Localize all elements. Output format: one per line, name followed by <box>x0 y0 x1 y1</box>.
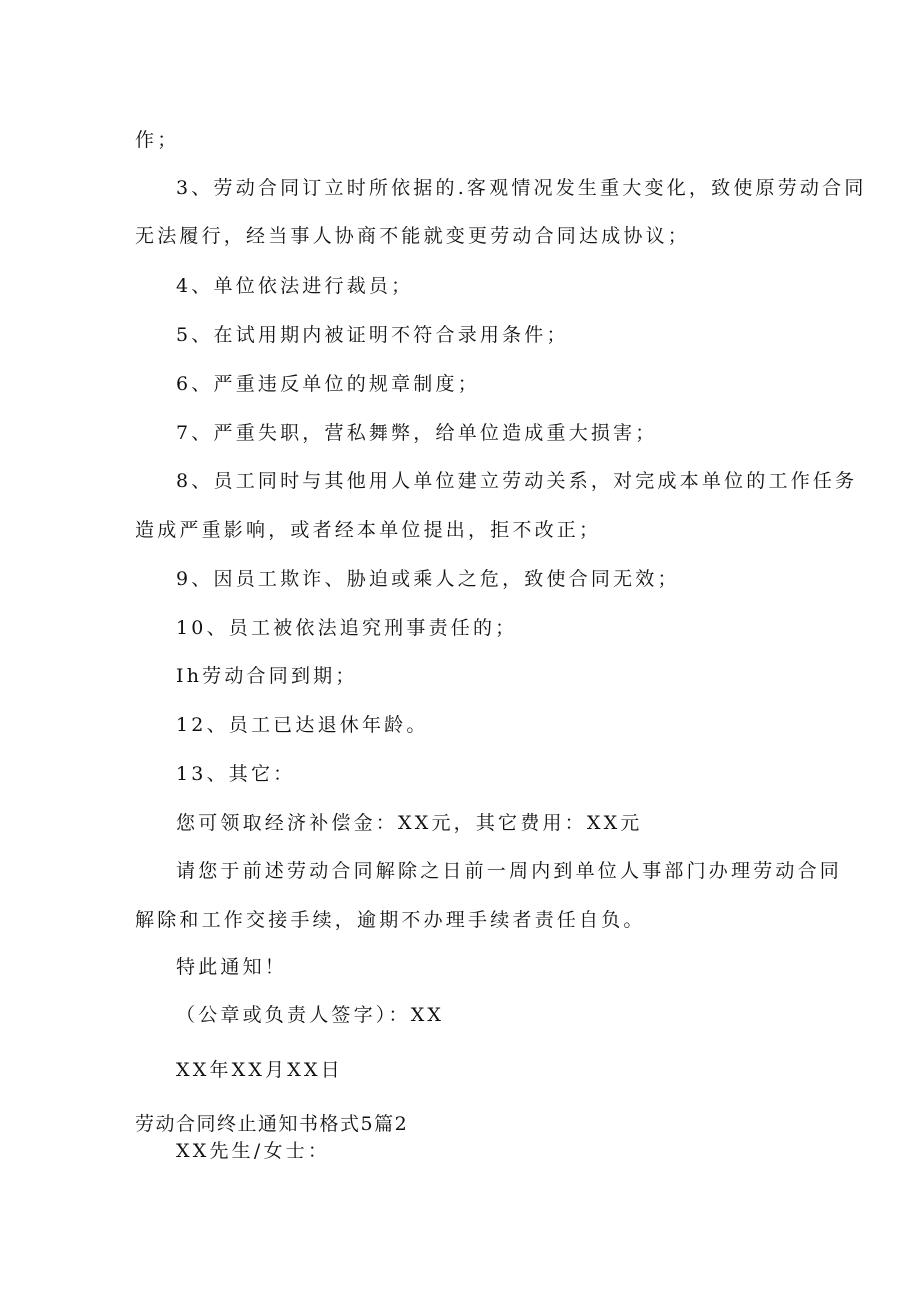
text-line-11: 10、员工被依法追究刑事责任的； <box>176 617 518 639</box>
text-line-6: 6、严重违反单位的规章制度； <box>176 373 480 395</box>
text-line-16: 请您于前述劳动合同解除之日前一周内到单位人事部门办理劳动合同 <box>176 860 843 882</box>
text-line-18: 特此通知！ <box>176 956 288 978</box>
text-line-17: 解除和工作交接手续，逾期不办理手续者责任自负。 <box>135 909 646 931</box>
text-line-2: 3、劳动合同订立时所依据的.客观情况发生重大变化，致使原劳动合同 <box>176 177 867 199</box>
text-line-4: 4、单位依法进行裁员； <box>176 275 414 297</box>
signature-line: （公章或负责人签字）：XX <box>176 1004 445 1026</box>
text-line-7: 7、严重失职，营私舞弊，给单位造成重大损害； <box>176 422 658 444</box>
text-line-14: 13、其它： <box>176 763 296 785</box>
text-line-9: 造成严重影响，或者经本单位提出，拒不改正； <box>135 519 602 541</box>
text-line-12: Ih劳动合同到期； <box>176 665 358 687</box>
text-line-8: 8、员工同时与其他用人单位建立劳动关系，对完成本单位的工作任务 <box>176 470 858 492</box>
text-line-13: 12、员工已达退休年龄。 <box>176 714 429 736</box>
salutation-line: XX先生/女士： <box>176 1140 331 1162</box>
text-line-5: 5、在试用期内被证明不符合录用条件； <box>176 324 569 346</box>
text-line-10: 9、因员工欺诈、胁迫或乘人之危，致使合同无效； <box>176 568 680 590</box>
section-heading: 劳动合同终止通知书格式5篇2 <box>135 1113 409 1135</box>
date-line: XX年XX月XX日 <box>176 1059 343 1081</box>
text-line-1: 作； <box>135 129 180 151</box>
text-line-3: 无法履行，经当事人协商不能就变更劳动合同达成协议； <box>135 225 691 247</box>
text-line-15: 您可领取经济补偿金：XX元，其它费用：XX元 <box>176 812 643 834</box>
